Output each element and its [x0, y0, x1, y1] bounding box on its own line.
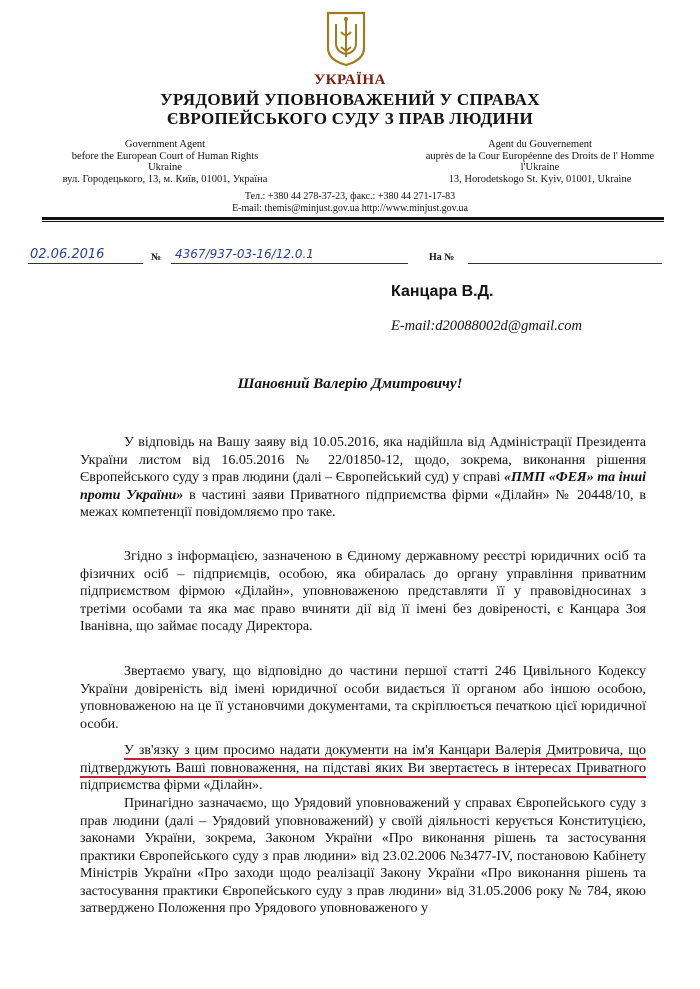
- french-address-block: [400, 139, 680, 185]
- outgoing-number-label: №: [151, 252, 162, 263]
- date-line: [28, 263, 143, 264]
- case-title: «ПМП «ФЕЯ» та інші проти України»: [80, 470, 647, 503]
- header-divider-thin: [42, 221, 664, 222]
- english-address-block: [40, 139, 290, 185]
- salutation: Шановний Валерію Дмитровичу!: [237, 376, 463, 392]
- french-address: 13, Horodetskogo St. Kyiv, 01001, Ukraine: [448, 173, 632, 185]
- english-line1: Government Agent: [124, 139, 206, 150]
- outgoing-number-line: [171, 263, 408, 264]
- incoming-number-line: [468, 263, 662, 264]
- red-underline-mark: [124, 758, 646, 760]
- recipient-name: Канцара В.Д.: [391, 283, 494, 300]
- paragraph-1-text-a: У відповідь на Вашу заяву від 10.05.2016, яка надійшла від Адміністрації Президента України листом від 16.05.2016 № 22/01850-12, щодо, зокрема, виконання рішення Європейського суду з прав людини (далі – Європейський суд) у справі: [80, 435, 646, 485]
- body-paragraph-5: Принагідно зазначаємо, що Урядовий уповноважений у справах Європейського суду з прав людини (далі – Урядовий уповноважений) у своїй діяльності керується Конституцією, законами України, зокрема, Законом України «Про виконання рішень та застосування практики Європейського суду з прав людини» від 23.02.2006 №3477-IV, постановою Кабінету Міністрів України «Про заходи щодо реалізації Закону України «Про виконання рішень та застосування практики Європейського суду з прав людини» від 31.05.2006 року № 784, якою затверджено Положення про Урядового уповноваженого у: [80, 796, 646, 916]
- english-address: вул. Городецького, 13, м. Київ, 01001, Україна: [62, 173, 268, 185]
- handwritten-date: 02.06.2016: [30, 247, 105, 262]
- english-line3: Ukraine: [148, 162, 182, 173]
- phone-fax-line: Тел.: +380 44 278-37-23, факс.: +380 44 271-17-83: [244, 191, 456, 202]
- body-paragraph-3: Звертаємо увагу, що відповідно до частини першої статті 246 Цивільного Кодексу України довіреність від імені юридичної особи видається її органом або іншою особою, уповноваженою на це її установчими документами, та скріплюється печаткою цієї юридичної особи.: [80, 664, 646, 732]
- incoming-number-label: На №: [429, 252, 455, 263]
- body-paragraph-2: Згідно з інформацією, зазначеною в Єдиному державному реєстрі юридичних осіб та фізичних осіб – підприємців, особою, яка обиралась до органу управління приватним підприємством фірмою «Ділайн», уповноваженою представляти її у правовідносинах з третіми особами та яка має право вчиняти дії від її імені без довіреності, є Канцара Зоя Іванівна, що займає посаду Директора.: [80, 549, 646, 634]
- country-heading: УКРАЇНА: [314, 72, 386, 88]
- body-paragraph-1: [80, 434, 646, 522]
- red-underline-mark: [80, 776, 646, 778]
- coat-of-arms-icon: [325, 10, 367, 68]
- institution-title-line1: УРЯДОВИЙ УПОВНОВАЖЕНИЙ У СПРАВАХ: [160, 90, 540, 109]
- french-line2: auprès de la Cour Européenne des Droits de l' Homme: [425, 150, 655, 162]
- paragraph-1-text-b: в частині заяви Приватного підприємства фірми «Ділайн» № 20448/10, в межах компетенції повідомляємо про таке.: [80, 487, 647, 520]
- french-line1: Agent du Gouvernement: [488, 139, 592, 150]
- english-line2: before the European Court of Human Rights: [71, 150, 259, 162]
- email-web-line: E-mail: themis@minjust.gov.ua http://www.minjust.gov.ua: [232, 203, 468, 214]
- header-divider: [42, 217, 664, 220]
- recipient-email: E-mail:d20088002d@gmail.com: [391, 318, 582, 334]
- handwritten-outgoing-number: 4367/937-03-16/12.0.1: [175, 247, 314, 261]
- french-line3: l'Ukraine: [520, 162, 560, 173]
- institution-title-line2: ЄВРОПЕЙСЬКОГО СУДУ З ПРАВ ЛЮДИНИ: [166, 109, 534, 128]
- contacts-block: [0, 191, 700, 215]
- body-paragraph-4: У зв'язку з цим просимо надати документи на ім'я Канцари Валерія Дмитровича, що підтверджують Ваші повноваження, на підставі яких Ви звертаєтесь в інтересах Приватного підприємства фірми «Ділайн».: [80, 743, 646, 793]
